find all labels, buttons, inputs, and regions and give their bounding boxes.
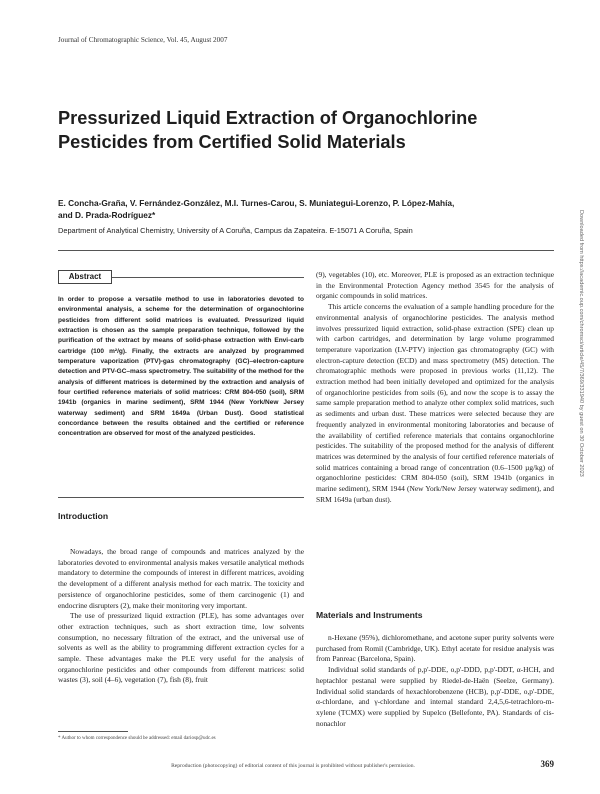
- download-watermark-text: Downloaded from https://academic.oup.com/chromsci/article/45/7/369/331940 by guest on 30 October 2023: [578, 210, 584, 477]
- right-column-body: [316, 270, 554, 505]
- header-divider: [58, 250, 554, 251]
- introduction-heading: Introduction: [58, 511, 109, 521]
- intro-paragraph-1: Nowadays, the broad range of compounds and matrices analyzed by the laboratories devoted to environmental analysis makes versatile analytical methods mandatory to determine the compounds of interest in different matrices, avoiding the development of a different analysis method for each matrix. The toxicity and persistence of organochlorine pesticides, some of them carcinogenic (1) and endocrine disrupters (2), make their monitoring very important.: [58, 547, 304, 610]
- intro-paragraph-2: The use of pressurized liquid extraction (PLE), has some advantages over other extraction techniques, such as short extraction time, low solvents consumption, no necessary filtration of the extract, and the universal use of solvents as well as the ability to programming different extraction cycles for a sample. These advantages make the PLE very useful for the analysis of organochlorine pesticides and other compounds from different matrices: solid wastes (3), soil (4–6), vegetation (7), fish (8), fruit: [58, 611, 304, 685]
- title-line-2: Pesticides from Certified Solid Materials: [58, 132, 406, 152]
- materials-heading: Materials and Instruments: [316, 610, 423, 620]
- abstract-bottom-rule: [58, 497, 304, 498]
- introduction-body: [58, 547, 304, 686]
- article-title: [58, 106, 528, 154]
- authors-line-1: E. Concha-Graña, V. Fernández-González, M.I. Turnes-Carou, S. Muniategui-Lorenzo, P. López-Mahía,: [58, 198, 455, 208]
- author-list: [58, 198, 558, 221]
- materials-paragraph-1: n-Hexane (95%), dichloromethane, and acetone super purity solvents were purchased from Romil (Cambridge, UK). Ethyl acetate for residue analysis was from Panreac (Barcelona, Spain).: [316, 633, 554, 664]
- abstract-text: In order to propose a versatile method to use in laboratories devoted to environmental analysis, a scheme for the determination of organochlorine pesticides from different solid matrices is evaluated. Pressurized liquid extraction is chosen as the sample preparation technique, followed by the purification of the extract by means of solid-phase extraction with Envi-carb cartridge (100 m²/g). Finally, the extracts are analyzed by programmed temperature vaporization (PTV)-gas chromatography (GC)–electron-capture detection and PTV-GC–mass spectrometry. The suitability of the method for the analysis of different matrices is determined by the extraction and analysis of four certified reference materials of solid matrices: CRM 804-050 (soil), SRM 1941b (organics in marine sediment), SRM 1944 (New York/New Jersey waterway sediment) and SRM 1649a (Urban Dust). Good statistical concordance between the results obtained and the certified or reference concentration are observed for most of the analyzed pesticides.: [58, 296, 304, 438]
- copyright-footer: Reproduction (photocopying) of editorial content of this journal is prohibited without publisher's permission.: [171, 763, 415, 769]
- abstract-heading: Abstract: [58, 270, 112, 284]
- authors-line-2: and D. Prada-Rodríguez*: [58, 209, 156, 220]
- correspondence-footnote: * Author to whom correspondence should be addressed: email dariosp@udc.es: [58, 736, 216, 741]
- materials-body: [316, 633, 554, 729]
- right-paragraph-1: (9), vegetables (10), etc. Moreover, PLE is proposed as an extraction technique in the Environmental Protection Agency method 3545 for the analysis of organic compounds in solid matrices.: [316, 270, 554, 301]
- footnote-rule: [58, 731, 128, 732]
- journal-header: Journal of Chromatographic Science, Vol. 45, August 2007: [58, 36, 228, 44]
- materials-paragraph-2: Individual solid standards of p,p'-DDE, o,p'-DDD, p,p'-DDT, α-HCH, and heptachlor pestanal were supplied by Riedel-de-Haën (Seelze, Germany). Individual solid standards of hexachlorobenzene (HCB), p,p'-DDE, o,p'-DDE, α-chlordane, and γ-chlordane and internal standard 2,4,5,6-tetrachloro-m-xylene (TCMX) were supplied by Supelco (Bellefonte, PA). Standards of cis-nonachlor: [316, 665, 554, 728]
- affiliation: Department of Analytical Chemistry, University of A Coruña, Campus da Zapateira. E-15071 A Coruña, Spain: [58, 226, 413, 235]
- page-number: 369: [540, 759, 554, 769]
- abstract-divider: [112, 277, 304, 278]
- right-paragraph-2: This article concerns the evaluation of a sample handling procedure for the environmental analysis of organochlorine pesticides. The analysis method involves pressurized liquid extraction, solid-phase extraction (SPE) clean up with carbon cartridges, and determination by large volume programmed temperature vaporization (LV-PTV) injection gas chromatography (GC) with electron-capture detection (ECD) and mass spectrometry (MS) detection. The chromatographic methods were proposed in previous works (11,12). The extraction method had been initially developed and optimized for the analysis of organochlorine pesticides from soils (6), and now the scope is to assay the same sample preparation method to analyze other complex solid matrices, such as sediments and urban dust. These matrices were selected because they are frequently analyzed in environmental monitoring laboratories and because of the availability of certified reference materials that contains organochlorine pesticides. The suitability of the proposed method for the analysis of different matrices was determined by the analysis of four certified reference materials of solid matrices containing a broad range of concentration (0.6–1500 µg/kg) of organochlorine pesticides: CRM 804-050 (soil), SRM 1941b (organics in marine sediment), SRM 1944 (New York/New Jersey waterway sediment), and SRM 1649a (urban dust).: [316, 302, 554, 504]
- title-line-1: Pressurized Liquid Extraction of Organochlorine: [58, 108, 478, 128]
